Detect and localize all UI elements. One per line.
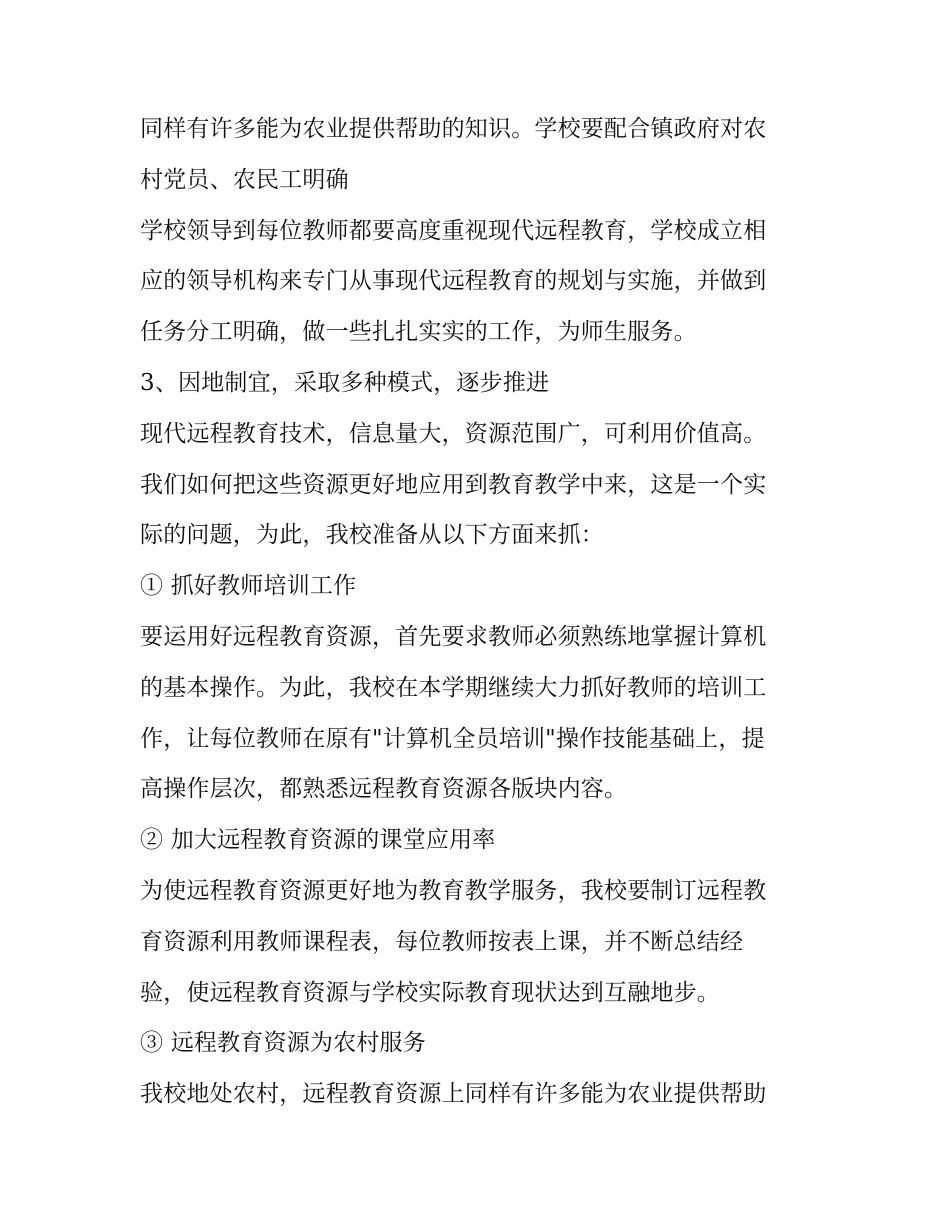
document-body	[140, 104, 820, 1120]
text-line: 应的领导机构来专门从事现代远程教育的规划与实施，并做到	[140, 268, 767, 295]
text-line: 验，使远程教育资源与学校实际教育现状达到互融地步。	[140, 979, 720, 1006]
text-line: 同样有许多能为农业提供帮助的知识。学校要配合镇政府对农	[140, 116, 767, 142]
text-line: 的基本操作。为此，我校在本学期继续大力抓好教师的培训工	[140, 674, 767, 701]
text-line: 学校领导到每位教师都要高度重视现代远程教育，学校成立相	[140, 217, 767, 244]
text-line: 要运用好远程教育资源，首先要求教师必须熟练地掌握计算机	[140, 623, 767, 650]
text-line: 任务分工明确，做一些扎扎实实的工作，为师生服务。	[140, 319, 697, 346]
subsection-heading: ③ 远程教育资源为农村服务	[140, 1030, 426, 1057]
text-line: 现代远程教育技术，信息量大，资源范围广，可利用价值高。	[140, 420, 767, 447]
text-line: 我们如何把这些资源更好地应用到教育教学中来，这是一个实	[140, 471, 767, 498]
text-line: 村党员、农民工明确	[140, 166, 349, 193]
text-line: 作，让每位教师在原有"计算机全员培训"操作技能基础上，提	[140, 725, 765, 752]
subsection-heading: ② 加大远程教育资源的课堂应用率	[140, 827, 496, 854]
text-line: 育资源利用教师课程表，每位教师按表上课，并不断总结经	[140, 928, 744, 955]
text-line: 高操作层次，都熟悉远程教育资源各版块内容。	[140, 776, 628, 803]
subsection-heading: ① 抓好教师培训工作	[140, 573, 357, 600]
text-line: 为使远程教育资源更好地为教育教学服务，我校要制订远程教	[140, 877, 767, 904]
text-line: 我校地处农村，远程教育资源上同样有许多能为农业提供帮助	[140, 1081, 767, 1108]
section-heading: 3、因地制宜，采取多种模式，逐步推进	[140, 369, 550, 396]
text-line: 际的问题，为此，我校准备从以下方面来抓：	[140, 522, 604, 549]
